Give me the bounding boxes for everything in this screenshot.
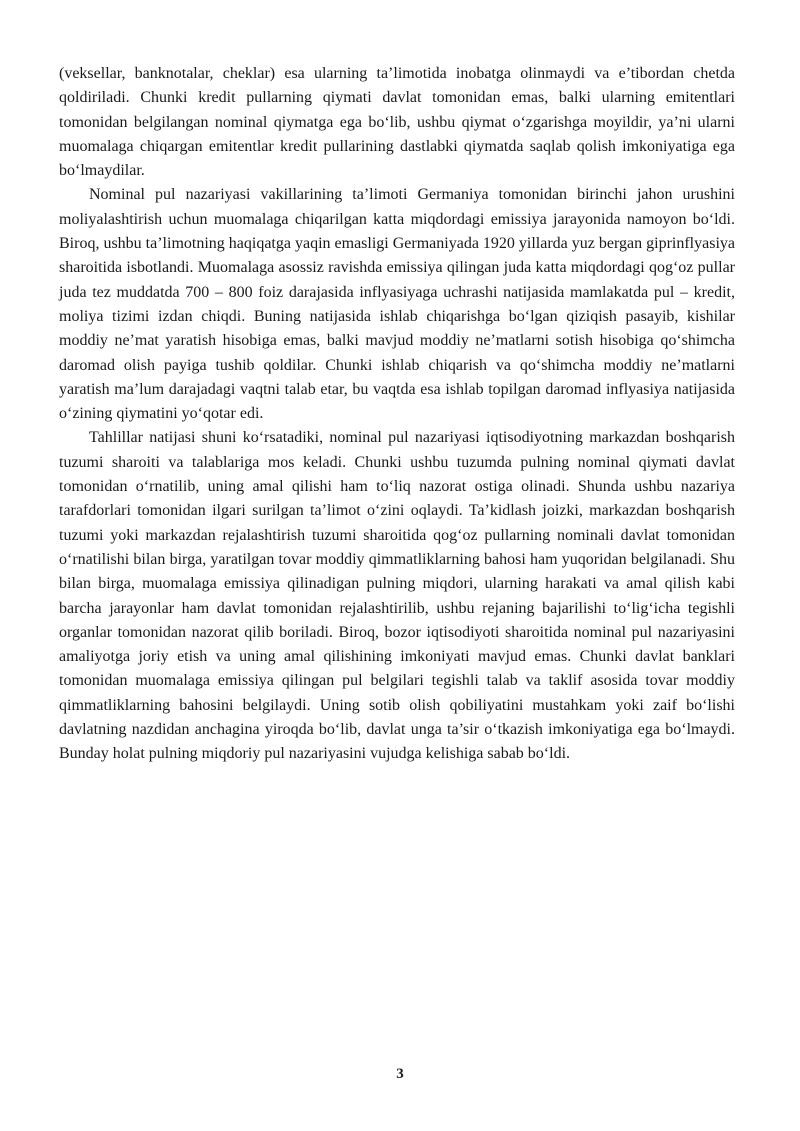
document-body — [59, 62, 735, 767]
paragraph-continuation: (veksellar, banknotalar, cheklar) esa ularning ta’limotida inobatga olinmaydi va e’tibordan chetda qoldiriladi. Chunki kredit pullarning qiymati davlat tomonidan emas, balki ularning emitentlari tomonidan belgilangan nominal qiymatga ega bo‘lib, ushbu qiymat o‘zgarishga moyildir, ya’ni ularni muomalaga chiqargan emitentlar kredit pullarining dastlabki qiymatda saqlab qolish imkoniyatiga ega bo‘lmaydilar. — [59, 65, 735, 180]
page-number: 3 — [396, 1066, 404, 1082]
paragraph-nominal-theory-germany: Nominal pul nazariyasi vakillarining ta’limoti Germaniya tomonidan birinchi jahon urushini moliyalashtirish uchun muomalaga chiqarilgan katta miqdordagi emissiya jarayonida namoyon bo‘ldi. Biroq, ushbu ta’limotning haqiqatga yaqin emasligi Germaniyada 1920 yillarda yuz bergan giprinflyasiya sharoitida isbotlandi. Muomalaga asossiz ravishda emissiya qilingan juda katta miqdordagi qog‘oz pullar juda tez muddatda 700 – 800 foiz darajasida inflyasiyaga uchrashi natijasida mamlakatda pul – kredit, moliya tizimi izdan chiqdi. Buning natijasida ishlab chiqarishga bo‘lgan qiziqish pasayib, kishilar moddiy ne’mat yaratish hisobiga emas, balki mavjud moddiy ne’matlarni sotish hisobiga qo‘shimcha daromad olish payiga tushib qoldilar. Chunki ishlab chiqarish va qo‘shimcha moddiy ne’matlarni yaratish ma’lum darajadagi vaqtni talab etar, bu vaqtda esa ishlab topilgan daromad inflyasiya natijasida o‘zining qiymatini yo‘qotar edi. — [59, 186, 735, 423]
paragraph-analysis-results: Tahlillar natijasi shuni ko‘rsatadiki, nominal pul nazariyasi iqtisodiyotning markazdan boshqarish tuzumi sharoiti va talablariga mos keladi. Chunki ushbu tuzumda pulning nominal qiymati davlat tomonidan o‘rnatilib, uning amal qilishi ham to‘liq nazorat ostiga olinadi. Shunda ushbu nazariya tarafdorlari tomonidan ilgari surilgan ta’limot o‘zini oqlaydi. Ta’kidlash joizki, markazdan boshqarish tuzumi yoki markazdan rejalashtirish tuzumi sharoitida qog‘oz pullarning nominali davlat tomonidan o‘rnatilishi bilan birga, yaratilgan tovar moddiy qimmatliklarning bahosi ham yuqoridan belgilanadi. Shu bilan birga, muomalaga emissiya qilinadigan pulning miqdori, ularning harakati va amal qilish kabi barcha jarayonlar ham davlat tomonidan rejalashtirilib, ushbu rejaning bajarilishi to‘lig‘icha tegishli organlar tomonidan nazorat qilib boriladi. Biroq, bozor iqtisodiyoti sharoitida nominal pul nazariyasini amaliyotga joriy etish va uning amal qilishining imkoniyati mavjud emas. Chunki davlat banklari tomonidan muomalaga emissiya qilingan pul belgilari tegishli talab va taklif asosida tovar moddiy qimmatliklarning bahosini belgilaydi. Uning sotib olish qobiliyatini mustahkam yoki zaif bo‘lishi davlatning nazdidan anchagina yiroqda bo‘lib, davlat unga ta’sir o‘tkazish imkoniyatiga ega bo‘lmaydi. Bunday holat pulning miqdoriy pul nazariyasini vujudga kelishiga sabab bo‘ldi. — [59, 429, 735, 763]
